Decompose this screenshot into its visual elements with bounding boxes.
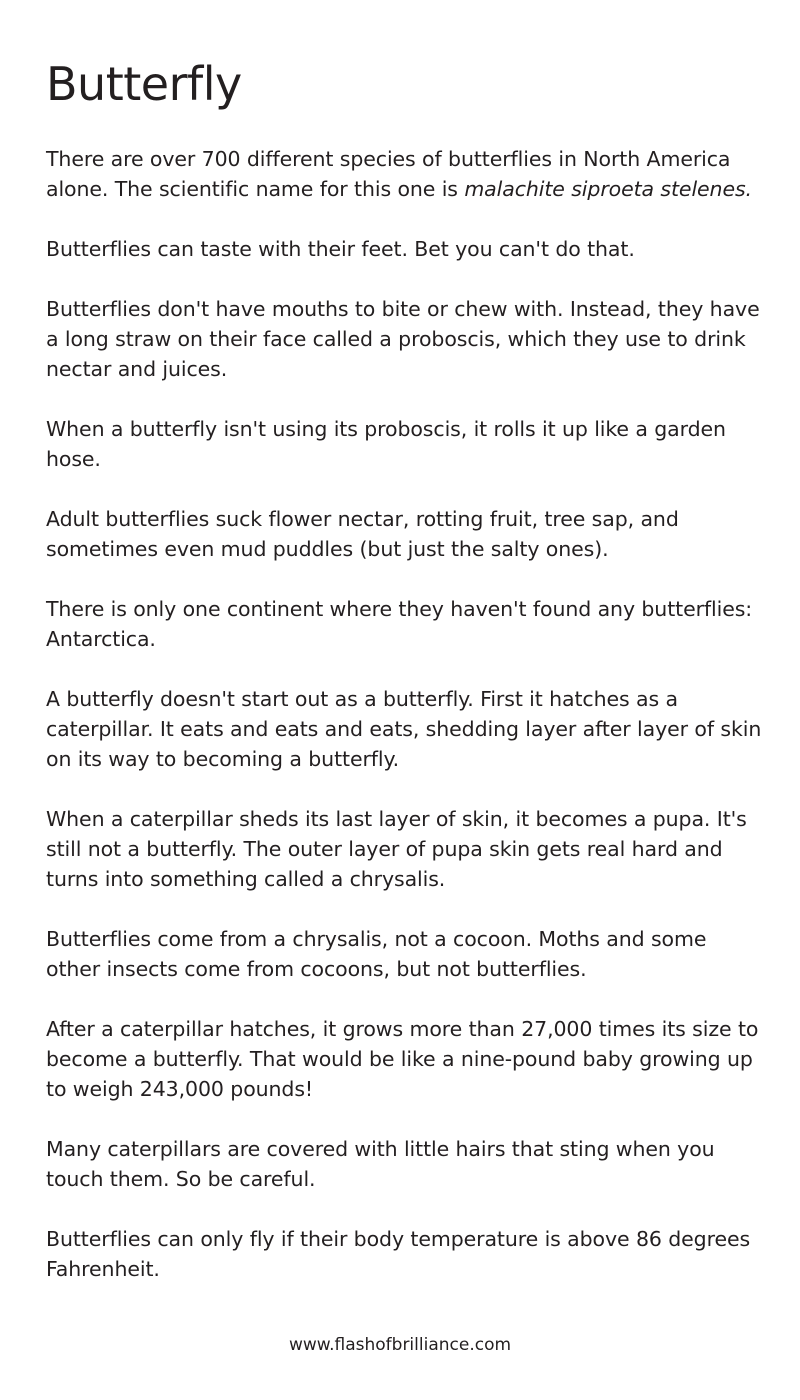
scientific-name: malachite siproeta stelenes. (464, 177, 752, 201)
fact-paragraph-1 (46, 144, 766, 204)
page-title: Butterfly (46, 57, 242, 111)
fact-paragraph-8: When a caterpillar sheds its last layer of skin, it becomes a pupa. It's still not a butterfly. The outer layer of pupa skin gets real hard and turns into something called a chrysalis. (46, 807, 747, 891)
fact-paragraph-9: Butterflies come from a chrysalis, not a cocoon. Moths and some other insects come from cocoons, but not butterflies. (46, 927, 707, 981)
fact-paragraph-5: Adult butterflies suck flower nectar, rotting fruit, tree sap, and sometimes even mud puddles (but just the salty ones). (46, 507, 679, 561)
fact-paragraph-10: After a caterpillar hatches, it grows more than 27,000 times its size to become a butterfly. That would be like a nine-pound baby growing up to weigh 243,000 pounds! (46, 1017, 759, 1101)
fact-paragraph-12: Butterflies can only fly if their body temperature is above 86 degrees Fahrenheit. (46, 1227, 751, 1281)
fact-paragraph-3: Butterflies don't have mouths to bite or chew with. Instead, they have a long straw on their face called a proboscis, which they use to drink nectar and juices. (46, 297, 760, 381)
footer-website: www.flashofbrilliance.com (288, 1335, 512, 1355)
document-page (46, 0, 766, 1314)
fact-paragraph-11: Many caterpillars are covered with little hairs that sting when you touch them. So be careful. (46, 1137, 715, 1191)
fact-text: There are over 700 different species of butterflies in North America alone. The scientific name for this one is (46, 147, 731, 201)
fact-paragraph-4: When a butterfly isn't using its proboscis, it rolls it up like a garden hose. (46, 417, 726, 471)
fact-paragraph-7: A butterfly doesn't start out as a butterfly. First it hatches as a caterpillar. It eats and eats and eats, shedding layer after layer of skin on its way to becoming a butterfly. (46, 687, 762, 771)
facts-list (46, 144, 766, 1284)
fact-paragraph-6: There is only one continent where they haven't found any butterflies: Antarctica. (46, 597, 753, 651)
fact-paragraph-2: Butterflies can taste with their feet. Bet you can't do that. (46, 237, 635, 261)
